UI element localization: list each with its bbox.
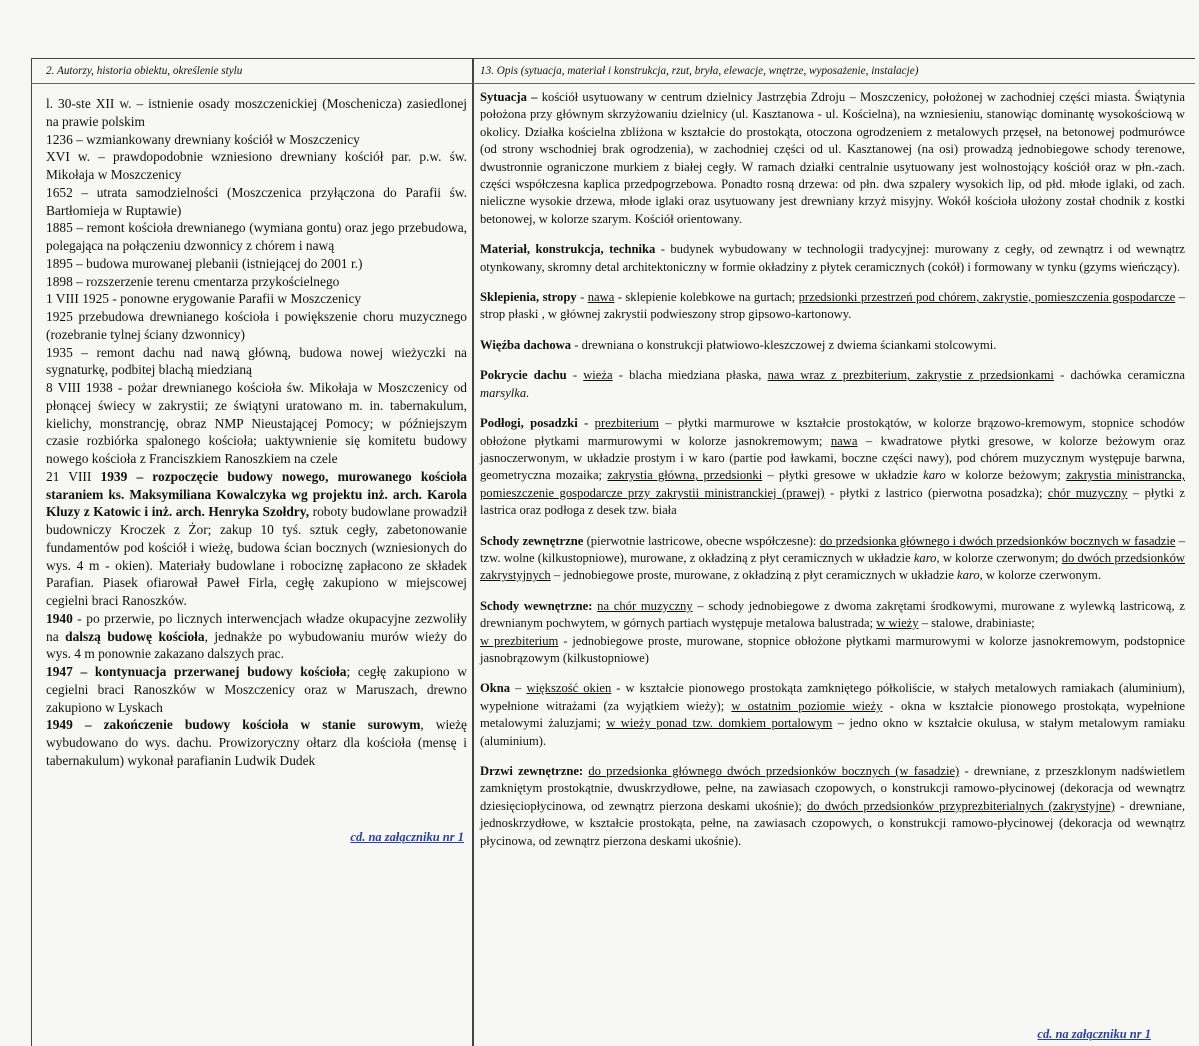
underlined-term: w wieży ponad tzw. domkiem portalowym <box>606 716 833 731</box>
section-label: Schody zewnętrzne <box>480 533 584 548</box>
section-text: - okna w kształcie pionowego prostokąta, wypełnione metalowymi żaluzjami; <box>480 698 1185 731</box>
entry-text: - po przerwie, po licznych interwencjach władze okupacyjne zezwoliły na <box>46 610 467 644</box>
underlined-term: chór muzyczny <box>1047 485 1128 500</box>
section-text: – kwadratowe płytki gresowe, w kolorze beżowym oraz jasnoczerwonym, w układzie prostym i w karo (partie pod ławkami, boczne części nawy), pod chórem muzycznym występuje barwna, geometryczna mozaika; <box>480 433 1185 483</box>
history-entry: XVI w. – prawdopodobnie wzniesiono drewniany kościół par. p.w. św. Mikołaja w Moszczenicy <box>46 149 467 182</box>
description-body <box>480 89 1185 850</box>
underlined-term: do przedsionka głównego dwóch przedsionków bocznych (w fasadzie) <box>588 764 960 778</box>
history-entry: 8 VIII 1938 - pożar drewnianego kościoła św. Mikołaja w Moszczenicy od płonącej świecy w zakrystii; ze świątyni uratowano m. in. tabernakulum, kielichy, monstrancję, obraz NMP Nieustającej Pomocy; w późniejszym czasie rozbiórka spalonego kościoła; uaktywnienie się komitetu budowy nowego kościoła z Franciszkiem Ranoszkiem na czele <box>46 380 467 466</box>
italic-term: karo, <box>957 568 983 583</box>
underlined-term: prezbiterium <box>594 416 659 431</box>
emphasis-text: 1939 – rozpoczęcie budowy nowego, murowanego kościoła staraniem ks. Maksymiliana Kowalczyka wg projektu inż. arch. Karola Kluzy z Katowic i inż. arch. Henryka Szołdry, <box>46 468 467 520</box>
section-text: - budynek wybudowany w technologii tradycyjnej: murowany z cegły, od zewnątrz i od wewnątrz otynkowany, skromny detal architektoniczny w formie okładziny z płytek ceramicznych (cokół) i formowany w tynku (gzyms wieńczący). <box>480 242 1185 274</box>
history-entry-1939 <box>46 468 467 610</box>
entry-text: roboty budowlane prowadził budowniczy Kroczek z Żor; zakup 10 tyś. sztuk cegły, zabetonowanie fundamentów pod kościół i wieżę, budowa ścian bocznych (wzniesionych do wys. 4 m - okien). Materiały budowlane i robociznę zapłacono ze składek Parafian. Piasek ofiarował Paweł Firla, cegłę zakupiono w miejscowej cegielni braci Ranoszków. <box>46 504 467 608</box>
section-label: Materiał, konstrukcja, technika <box>480 242 656 257</box>
section-text: – <box>510 681 527 696</box>
section-text: - blacha miedziana płaska, <box>612 368 768 383</box>
section-text: – jednobiegowe proste, murowane, z okładziną z płyt ceramicznych w układzie <box>550 568 958 583</box>
entry-text: , wieżę wybudowano do wys. dachu. Prowizoryczny ołtarz dla kościoła (mensę i tabernakulum) wykonał parafianin Ludwik Dudek <box>46 717 467 768</box>
section-text: w kolorze czerwonym. <box>982 568 1101 583</box>
section-text: w kolorze beżowym; <box>945 468 1067 483</box>
section-podlogi <box>480 415 1185 519</box>
underlined-term: nawa <box>587 290 615 305</box>
section-okna <box>480 680 1185 750</box>
emphasis-text: 1949 – zakończenie budowy kościoła w stanie surowym <box>46 717 421 733</box>
entry-text: ; cegłę zakupiono w cegielni braci Ranoszków w Moszczenicy oraz w Maruszach, drewno zakupiono w Lyskach <box>46 664 467 715</box>
section-label: Okna <box>480 681 511 696</box>
section-text: – płytki gresowe w układzie <box>762 468 924 483</box>
history-entry-1947 <box>46 663 467 716</box>
section-text: - drewniana o konstrukcji płatwiowo-kleszczowej z dwiema ściankami stolcowymi. <box>571 337 997 352</box>
section-label: Sytuacja – <box>480 90 538 104</box>
section-drzwi <box>480 763 1185 850</box>
section-material <box>480 241 1185 276</box>
section-text: – płytki marmurowe w kształcie prostokątów, w kolorze brązowo-kremowym, stopnice schodów obłożone płytkami marmurowymi w kolorze jasnokremowym; <box>480 416 1185 448</box>
section-text: w kolorze czerwonym; <box>939 550 1062 565</box>
date-text: 21 VIII <box>46 468 101 484</box>
underlined-term: wieża <box>583 368 613 383</box>
history-entry: 1236 – wzmiankowany drewniany kościół w Moszczenicy <box>46 131 360 147</box>
underlined-term: do przedsionka głównego i dwóch przedsionków bocznych w fasadzie <box>819 533 1176 548</box>
underlined-term: większość okien <box>526 681 612 696</box>
history-entry: 1 VIII 1925 - ponowne erygowanie Parafii w Moszczenicy <box>46 291 362 307</box>
italic-term: karo <box>923 468 946 483</box>
section-text: kościół usytuowany w centrum dzielnicy Jastrzębia Zdroju – Moszczenicy, położonej w zachodniej części miasta. Świątynia położona przy głównym skrzyżowaniu dzielnicy (ul. Kasztanowa - ul. Kościelna), na wzniesieniu, stanowiąc dominantę wysokościową w okolicy. Działka kościelna zbliżona w kształcie do prostokąta, otoczona ogrodzeniem z metalowych przęseł, na betonowej podmurówce (od strony wschodniej brak ogrodzenia), w zachodniej części od ul. Kasztanowej (na osi) prowadzą jednobiegowe schody terenowe, dwustronnie ograniczone murkiem z białej cegły. W ramach działki centralnie usytuowany jest wolnostojący kościół oraz w płn.-zach. części współczesna kaplica przedpogrzebowa. Ponadto rosną drzewa: od płn. dwa szpalery wysokich lip, od płd. młode iglaki, od zach. nieliczne wysokie drzewa, młode iglaki oraz usytuowany jest drewniany krzyż misyjny. Wokół kościoła ułożony został chodnik z kostki betonowej, w kolorze szarym. Kościół orientowany. <box>480 90 1185 226</box>
history-entry-1940 <box>46 610 467 663</box>
underlined-term: w wieży <box>876 616 919 631</box>
section-sklepienia <box>480 289 1185 324</box>
section-text: (pierwotnie lastricowe, obecne współczesne): <box>583 533 820 548</box>
underlined-term: nawa wraz z prezbiterium, zakrystie z przedsionkami <box>767 368 1054 383</box>
description-heading: 13. Opis (sytuacja, materiał i konstrukcja, rzut, bryła, elewacje, wnętrze, wyposażenie, instalacje) <box>480 65 919 77</box>
entry-text: , jednakże po wybudowaniu murów wieży do wys. 4 m ponownie zakazano dalszych prac. <box>46 628 467 662</box>
underlined-term: zakrystia ministrancka, pomieszczenie gospodarcze przy zakrystii ministranckiej (prawej) <box>480 468 1185 500</box>
history-heading: 2. Autorzy, historia obiektu, określenie stylu <box>46 65 243 77</box>
section-label: Pokrycie dachu <box>480 368 567 383</box>
section-text: - drewniane, z przeszklonym nadświetlem zamkniętym prostokątnie, dwuskrzydłowe, pełne, na zawiasach czopowych, o konstrukcji ramowo-płycinowej (dekoracja od wewnątrz dziesięciopłycinowa, od zewnątrz pierzona deskami ukośnie); <box>480 764 1186 813</box>
underlined-term: w ostatnim poziomie wieży <box>731 698 883 713</box>
section-text: – tzw. wolne (kilkustopniowe), murowane, z okładziną z płyt ceramicznych w układzie <box>480 533 1185 565</box>
history-entry: 1885 – remont kościoła drewnianego (wymiana gontu) oraz jego przebudowa, polegająca na połączeniu dzwonnicy z chórem i nawą <box>46 220 467 253</box>
section-label: Drzwi zewnętrzne: <box>480 764 584 778</box>
underlined-term: nawa <box>830 433 858 448</box>
section-schody-zewnetrzne <box>480 533 1185 585</box>
history-entry: 1895 – budowa murowanej plebanii (istniejącej do 2001 r.) <box>46 255 363 271</box>
section-pokrycie <box>480 367 1185 402</box>
section-text: - płytki z lastrico (pierwotna posadzka); <box>824 485 1048 500</box>
date-text: 1940 <box>46 610 73 626</box>
section-text: - dachówka ceramiczna <box>1053 368 1186 383</box>
emphasis-text: dalszą budowę kościoła <box>65 628 205 644</box>
history-entry-1949 <box>46 716 467 769</box>
section-label: Więźba dachowa <box>480 337 572 352</box>
italic-term: karo, <box>913 550 940 565</box>
underlined-term: przedsionki przestrzeń pod chórem, zakrystie, pomieszczenia gospodarcze <box>798 290 1176 305</box>
section-text: - jednobiegowe proste, murowane, stopnice obłożone płytkami marmurowymi w kolorze jasnokremowym, podstopnice jasnobrązowym (kilkustopniowe) <box>480 633 1185 665</box>
history-column <box>31 58 472 770</box>
section-label: Podłogi, posadzki - <box>480 416 589 431</box>
section-text: – stalowe, drabiniaste; <box>918 616 1035 631</box>
history-entry: l. 30-ste XII w. – istnienie osady moszczenickiej (Moschenicza) zasiedlonej na prawie polskim <box>46 96 467 129</box>
section-text: - <box>566 368 584 383</box>
underlined-term: do dwóch przedsionków zakrystyjnych <box>480 550 1185 583</box>
underlined-term: zakrystia główna, przedsionki <box>607 468 763 483</box>
underlined-term: do dwóch przedsionków przyprezbiterialnych (zakrystyjne) <box>806 798 1115 813</box>
description-column <box>474 58 1195 863</box>
section-wiezba <box>480 337 1185 354</box>
section-sytuacja <box>480 89 1185 228</box>
emphasis-text: 1947 – kontynuacja przerwanej budowy kościoła <box>46 664 347 679</box>
section-schody-wewnetrzne <box>480 598 1185 668</box>
section-text: - drewniane, jednoskrzydłowe, w kształcie prostokąta, pełne, na zawiasach czopowych, o konstrukcji ramowo-płycinowej (dekoracja od wewnątrz płycinowa, od zewnątrz pierzona deskami ukośnie). <box>480 798 1186 848</box>
history-entry: 1935 – remont dachu nad nawą główną, budowa nowej wieżyczki na sygnaturkę, podbitej blachą miedzianą <box>46 344 467 378</box>
section-text: – strop płaski , w głównej zakrystii podwieszony strop gipsowo-kartonowy. <box>480 290 1185 322</box>
section-text: - <box>576 290 588 305</box>
history-body <box>46 95 467 770</box>
continuation-note-right: cd. na załączniku nr 1 <box>1037 1027 1151 1041</box>
history-entry: 1652 – utrata samodzielności (Moszczenica przyłączona do Parafii św. Bartłomieja w Ruptawie) <box>46 184 467 218</box>
history-entry: 1898 – rozszerzenie terenu cmentarza przykościelnego <box>46 273 340 289</box>
section-text: - w kształcie pionowego prostokąta zamkniętego półkoliście, w stałych metalowych ramiakach (aluminium), wypełnione witrażami (za wyjątkiem wieży); <box>480 681 1185 713</box>
section-text: – płytki z lastrica oraz podłoga z desek tzw. biała <box>480 485 1185 518</box>
section-label: Sklepienia, stropy <box>480 290 577 305</box>
section-label: Schody wewnętrzne: <box>480 598 593 613</box>
underlined-term: na chór muzyczny <box>597 598 693 613</box>
continuation-note-left: cd. na załączniku nr 1 <box>350 830 464 844</box>
history-entry: 1925 przebudowa drewnianego kościoła i powiększenie choru muzycznego (rozebranie tylnej ściany dzwonnicy) <box>46 309 467 342</box>
section-text: – schody jednobiegowe z dwoma zakrętami środkowymi, murowane z wylewką lastricową, z drewnianym pochwytem, w górnych partiach występuje metalowa balustrada; <box>480 598 1185 631</box>
section-text: – jedno okno w kształcie okulusa, w stałym metalowym ramiaku (aluminium). <box>480 716 1186 748</box>
italic-term: marsylka. <box>480 385 530 400</box>
section-text: - sklepienie kolebkowe na gurtach; <box>614 290 799 305</box>
underlined-term: w prezbiterium <box>480 633 559 648</box>
